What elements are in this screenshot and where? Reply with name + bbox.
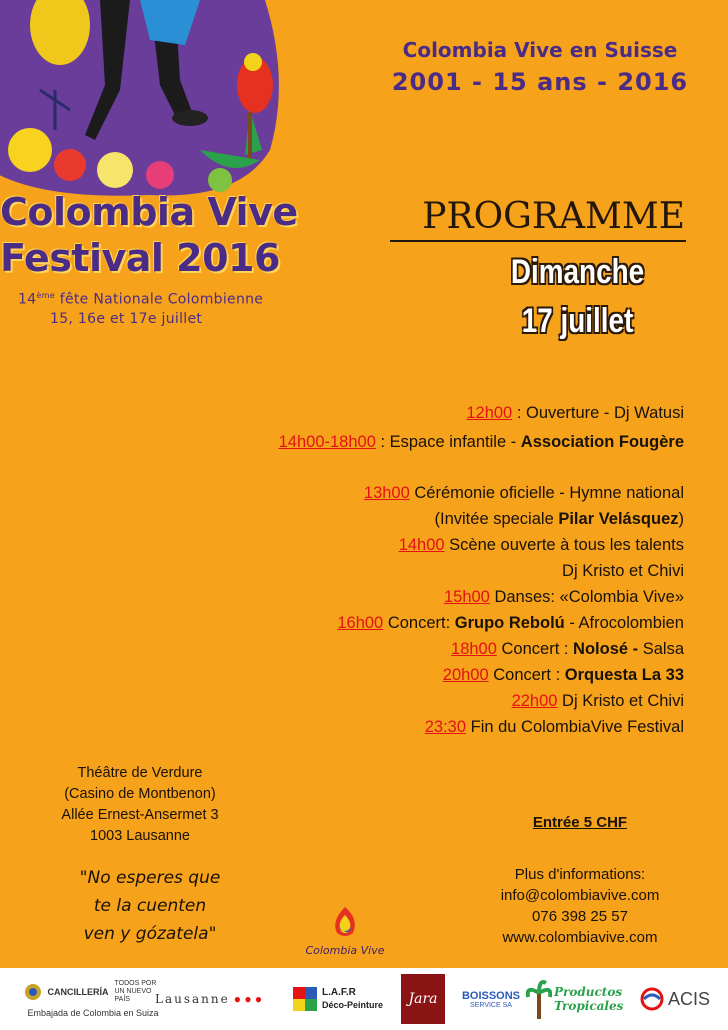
venue-city: 1003 Lausanne [90, 828, 190, 844]
sponsor-tropicales-label: Tropicales [554, 999, 624, 1013]
sponsor-lafr [292, 968, 392, 1030]
quote-line: "No esperes que [79, 868, 221, 888]
schedule-row: 23:30 Fin du ColombiaVive Festival [424, 718, 684, 736]
day-heading-line2: 17 juillet [521, 302, 634, 340]
venue-street: Allée Ernest-Ansermet 3 [61, 807, 219, 823]
sponsor-productos [526, 968, 636, 1030]
sponsor-productos-label: Productos [554, 985, 623, 999]
sponsor-jara [400, 968, 446, 1030]
flame-icon [325, 905, 365, 939]
sponsor-lafr-label: L.A.F.R [322, 987, 356, 998]
header-years: 2001 - 15 ans - 2016 [391, 68, 689, 96]
sponsor-lausanne [155, 968, 275, 1030]
schedule-row: 18h00 Concert : Nolosé - Salsa [451, 640, 684, 658]
cube-icon [292, 986, 318, 1012]
red-dots-icon: ● ● ● [233, 992, 263, 1006]
programme-underline [390, 240, 686, 242]
sponsor-boissons [456, 968, 526, 1030]
colombia-vive-logo-label: Colombia Vive [305, 944, 385, 957]
sponsor-service-label: SERVICE SA [470, 1001, 512, 1009]
info-heading: Plus d'informations: [514, 866, 646, 883]
programme-heading: PROGRAMME [422, 196, 685, 237]
festival-illustration [0, 0, 300, 200]
colombia-vive-logo [300, 905, 390, 957]
sponsor-cancilleria-label: CANCILLERÍA [47, 987, 109, 997]
info-website[interactable]: www.colombiavive.com [502, 929, 658, 946]
sponsor-jara-label: Jara [408, 991, 438, 1007]
schedule-row: (Invitée speciale Pilar Velásquez) [434, 510, 684, 528]
sponsor-acis-label: ACIS [668, 988, 711, 1009]
schedule-row: 13h00 Cérémonie oficielle - Hymne national [363, 484, 684, 502]
festival-subtitle: 14ème fête Nationale Colombienne [18, 291, 264, 308]
quote-line: ven y gózatela" [83, 924, 217, 944]
entry-price: Entrée 5 CHF [532, 814, 628, 831]
info-email[interactable]: info@colombiavive.com [500, 887, 660, 904]
festival-logo-line1: Colombia Vive [0, 190, 298, 234]
schedule-row: 14h00-18h00 : Espace infantile - Association Fougère [278, 433, 684, 451]
schedule-row: 16h00 Concert: Grupo Rebolú - Afrocolombien [337, 614, 684, 632]
sponsor-lausanne-label: Lausanne [155, 992, 230, 1006]
schedule-row: 15h00 Danses: «Colombia Vive» [443, 588, 684, 606]
coat-of-arms-icon [24, 983, 42, 1001]
sponsor-acis [640, 968, 725, 1030]
sponsors-bar [0, 968, 728, 1030]
day-heading-line1: Dimanche [510, 253, 645, 291]
venue-name: Théâtre de Verdure [77, 765, 203, 781]
festival-dates: 15, 16e et 17e juillet [50, 311, 203, 327]
schedule-row: 14h00 Scène ouverte à tous les talents [398, 536, 684, 554]
palm-tree-icon [526, 979, 552, 1019]
info-phone: 076 398 25 57 [532, 908, 628, 925]
schedule-row: 22h00 Dj Kristo et Chivi [511, 692, 684, 710]
header-title: Colombia Vive en Suisse [402, 38, 678, 62]
sponsor-deco-label: Déco-Peinture [322, 1000, 384, 1010]
schedule-row: Dj Kristo et Chivi [562, 562, 684, 580]
sponsor-cancilleria [8, 968, 178, 1030]
schedule-row: 12h00 : Ouverture - Dj Watusi [466, 404, 684, 422]
sponsor-todos-label: TODOS POR UN NUEVO PAÍS [114, 980, 157, 1003]
festival-logo-line2: Festival 2016 [0, 236, 280, 280]
schedule-row: 20h00 Concert : Orquesta La 33 [442, 666, 684, 684]
venue-place: (Casino de Montbenon) [64, 786, 216, 802]
sponsor-boissons-label: BOISSONS [461, 989, 521, 1002]
sponsor-embajada-label: Embajada de Colombia en Suiza [27, 1008, 159, 1018]
acis-swirl-icon [640, 987, 664, 1011]
quote-line: te la cuenten [93, 896, 207, 916]
